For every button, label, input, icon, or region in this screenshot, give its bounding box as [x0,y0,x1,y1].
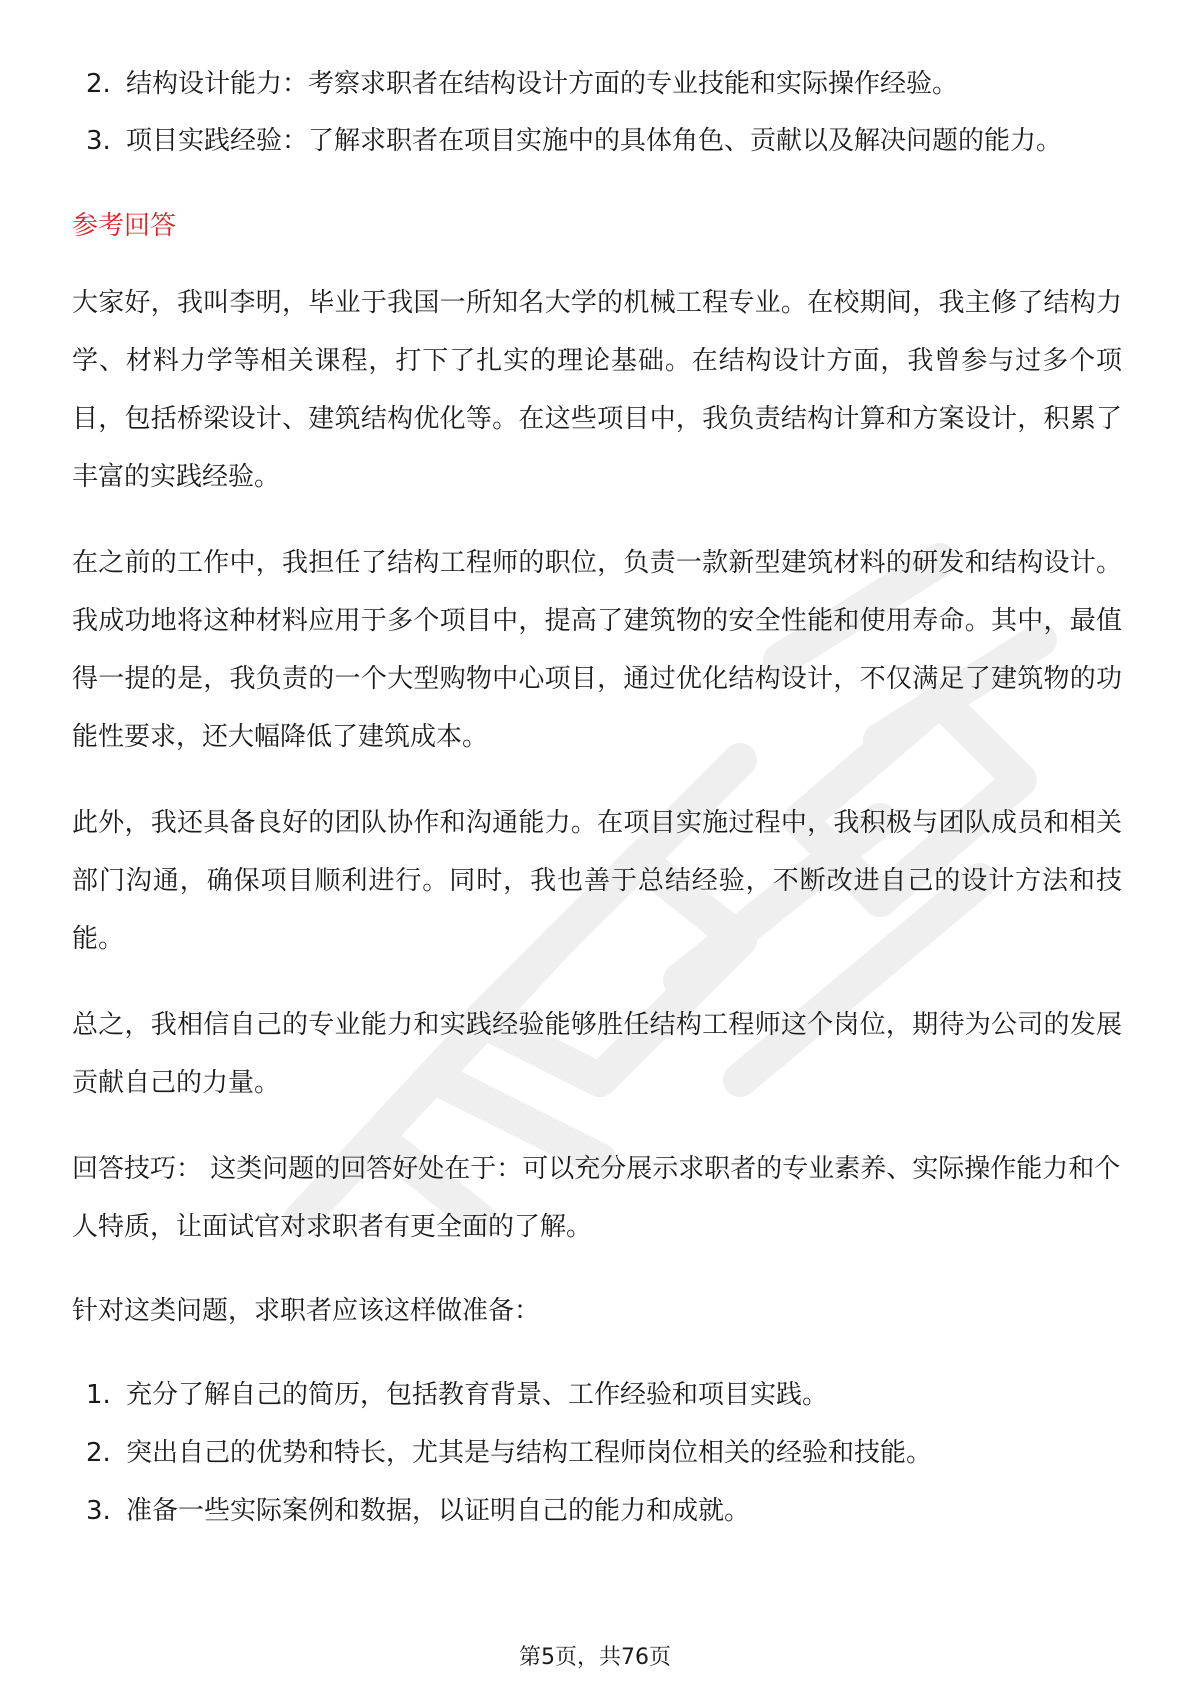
list-item [72,56,1122,113]
answer-tips: 回答技巧： 这类问题的回答好处在于：可以充分展示求职者的专业素养、实际操作能力和个人特质，让面试官对求职者有更全面的了解。 [72,1154,1121,1242]
prep-list [72,1366,1122,1540]
main-content [72,56,1122,1540]
list-item [72,1424,1122,1482]
list-text: 项目实践经验：了解求职者在项目实施中的具体角色、贡献以及解决问题的能力。 [126,126,1063,156]
answer-paragraph: 总之，我相信自己的专业能力和实践经验能够胜任结构工程师这个岗位，期待为公司的发展贡献自己的力量。 [72,1010,1122,1098]
list-text: 结构设计能力：考察求职者在结构设计方面的专业技能和实际操作经验。 [126,69,959,99]
list-item [72,1482,1122,1540]
list-text: 准备一些实际案例和数据，以证明自己的能力和成就。 [126,1496,751,1526]
prep-intro: 针对这类问题，求职者应该这样做准备： [72,1296,541,1326]
list-number: 3. [86,1496,111,1526]
evaluation-list [72,56,1122,170]
list-number: 1. [86,1380,111,1410]
list-text: 突出自己的优势和特长，尤其是与结构工程师岗位相关的经验和技能。 [126,1438,933,1468]
answer-paragraph: 大家好，我叫李明，毕业于我国一所知名大学的机械工程专业。在校期间，我主修了结构力学、材料力学等相关课程，打下了扎实的理论基础。在结构设计方面，我曾参与过多个项目，包括桥梁设计、建筑结构优化等。在这些项目中，我负责结构计算和方案设计，积累了丰富的实践经验。 [72,288,1122,492]
list-number: 3. [86,126,111,156]
answer-paragraph: 此外，我还具备良好的团队协作和沟通能力。在项目实施过程中，我积极与团队成员和相关部门沟通，确保项目顺利进行。同时，我也善于总结经验，不断改进自己的设计方法和技能。 [72,808,1122,954]
section-heading: 参考回答 [72,211,177,241]
page-footer: 第5页，共76页 [519,1645,671,1670]
list-item [72,113,1122,170]
answer-paragraph: 在之前的工作中，我担任了结构工程师的职位，负责一款新型建筑材料的研发和结构设计。我成功地将这种材料应用于多个项目中，提高了建筑物的安全性能和使用寿命。其中，最值得一提的是，我负责的一个大型购物中心项目，通过优化结构设计，不仅满足了建筑物的功能性要求，还大幅降低了建筑成本。 [72,548,1122,752]
list-text: 充分了解自己的简历，包括教育背景、工作经验和项目实践。 [126,1380,829,1410]
list-number: 2. [86,69,111,99]
list-item [72,1366,1122,1424]
list-number: 2. [86,1438,111,1468]
